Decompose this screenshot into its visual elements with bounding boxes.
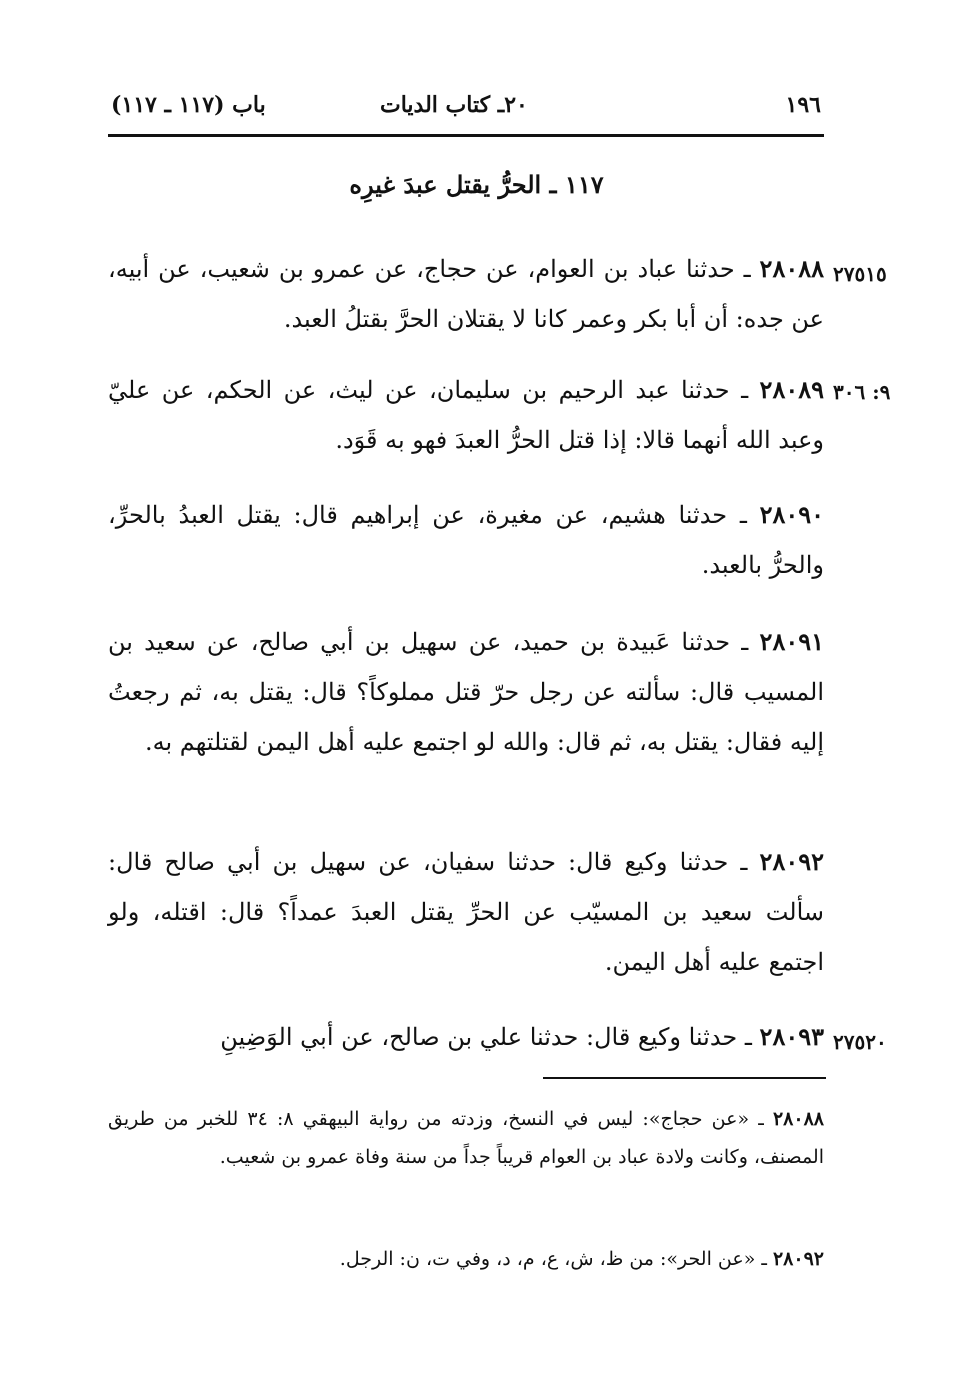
header-divider — [108, 134, 824, 137]
footnote-text: ـ «عن حجاج»: ليس في النسخ، وزدته من رواية البيهقي ٨: ٣٤ للخبر من طريق المصنف، وكانت ولادة عباد بن العوام قريباً جداً من سنة وفاة عمرو بن شعيب. — [108, 1108, 824, 1168]
footnote — [108, 1100, 824, 1176]
margin-reference: ٢٧٥١٥ — [833, 262, 887, 286]
hadith-text: ـ حدثنا عَبيدة بن حميد، عن سهيل بن أبي صالح، عن سعيد بن المسيب قال: سألته عن رجل حرّ قتل مملوكاً؟ قال: يقتل به، ثم رجعتُ إليه فقال: يقتل به، ثم قال: والله لو اجتمع عليه أهل اليمن لقتلتهم به. — [108, 628, 824, 756]
page-number: ١٩٦ — [785, 92, 821, 118]
hadith-entry — [108, 244, 824, 344]
hadith-entry — [108, 490, 824, 590]
hadith-number: ٢٨٠٩٢ — [759, 847, 824, 876]
hadith-entry — [108, 617, 824, 767]
hadith-number: ٢٨٠٩٠ — [759, 500, 825, 529]
book-title: ٢٠ـ كتاب الديات — [380, 92, 528, 118]
footnote — [108, 1240, 824, 1278]
hadith-entry — [108, 365, 824, 465]
hadith-entry — [108, 837, 824, 987]
hadith-text: ـ حدثنا عبد الرحيم بن سليمان، عن ليث، عن الحكم، عن عليّ وعبد الله أنهما قالا: إذا قتل الحرُّ العبدَ فهو به قَوَد. — [108, 376, 824, 454]
hadith-entry — [108, 1012, 824, 1062]
hadith-text: ـ حدثنا هشيم، عن مغيرة، عن إبراهيم قال: يقتل العبدُ بالحرِّ، والحرُّ بالعبد. — [108, 501, 824, 579]
hadith-text: ـ حدثنا وكيع قال: حدثنا علي بن صالح، عن أبي الوَضِينِ — [220, 1023, 760, 1051]
hadith-text: ـ حدثنا وكيع قال: حدثنا سفيان، عن سهيل بن أبي صالح قال: سألت سعيد بن المسيّب عن الحرِّ يقتل العبدَ عمداً؟ قال: اقتله، ولو اجتمع عليه أهل اليمن. — [108, 848, 824, 976]
chapter-range: باب (١١٧ ـ ١١٧) — [111, 92, 266, 118]
footnote-divider — [543, 1077, 826, 1079]
hadith-number: ٢٨٠٨٩ — [759, 375, 824, 404]
chapter-title: ١١٧ ـ الحرُّ يقتل عبدَ غيرِه — [349, 170, 604, 199]
footnote-number: ٢٨٠٨٨ — [772, 1108, 824, 1130]
footnote-number: ٢٨٠٩٢ — [772, 1248, 824, 1270]
hadith-number: ٢٨٠٩٣ — [759, 1022, 824, 1051]
hadith-number: ٢٨٠٨٨ — [759, 254, 824, 283]
margin-reference: ٩: ٣٠٦ — [833, 380, 891, 404]
hadith-number: ٢٨٠٩١ — [759, 627, 824, 656]
hadith-text: ـ حدثنا عباد بن العوام، عن حجاج، عن عمرو بن شعيب، عن أبيه، عن جده: أن أبا بكر وعمر كانا لا يقتلان الحرَّ بقتلُ العبد. — [108, 255, 824, 333]
margin-reference: ٢٧٥٢٠ — [833, 1030, 887, 1054]
footnote-text: ـ «عن الحر»: من ظ، ش، ع، م، د، وفي ت، ن: الرجل. — [339, 1248, 773, 1270]
